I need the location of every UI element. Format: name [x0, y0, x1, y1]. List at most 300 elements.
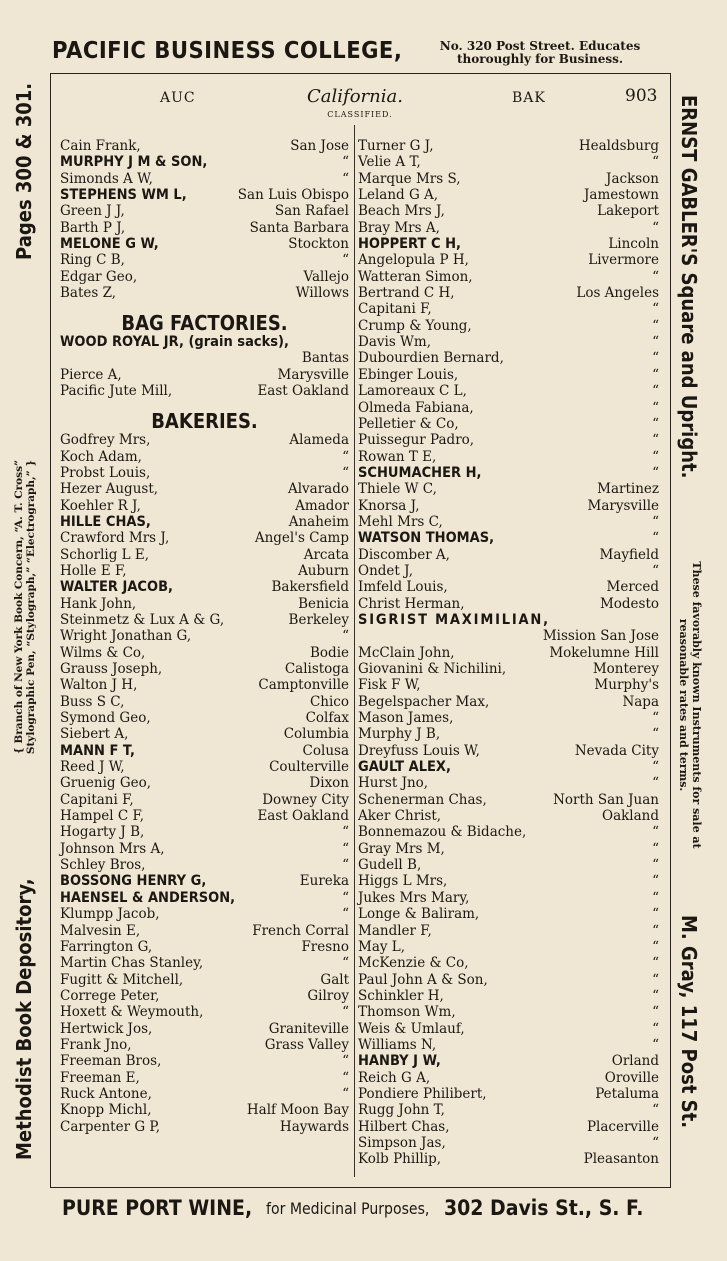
- right-margin-line2: reasonable rates and terms.: [677, 618, 691, 792]
- entry-place: Murphy's: [594, 677, 659, 694]
- top-banner-line1: No. 320 Post Street. Educates: [439, 39, 641, 53]
- entry-name: HOPPERT C H,: [358, 236, 461, 253]
- directory-entry: [358, 1135, 659, 1151]
- directory-entry: [60, 579, 349, 595]
- directory-entry: [60, 710, 349, 726]
- directory-entry: [60, 547, 349, 563]
- directory-entry: [60, 841, 349, 857]
- section-heading-text: BAG FACTORIES.: [121, 310, 288, 335]
- directory-entry: [358, 1004, 659, 1020]
- entry-place: Graniteville: [268, 1020, 349, 1037]
- entry-place: “: [652, 448, 659, 465]
- entry-place: “: [342, 170, 349, 187]
- entry-place: Vallejo: [303, 268, 349, 285]
- directory-entry: [358, 318, 659, 334]
- entry-place: Half Moon Bay: [246, 1102, 349, 1119]
- directory-entry: [60, 1102, 349, 1118]
- entry-name: GAULT ALEX,: [358, 759, 451, 776]
- entry-name: Olmeda Fabiana,: [358, 399, 474, 416]
- directory-entry: [60, 661, 349, 677]
- section-heading-text: BAKERIES.: [151, 408, 258, 433]
- entry-name: Davis Wm,: [358, 334, 432, 351]
- directory-entry: [358, 710, 659, 726]
- entry-place: Alvarado: [287, 481, 349, 498]
- directory-entry: [60, 465, 349, 481]
- directory-entry: [358, 236, 659, 252]
- right-margin-title: ERNST GABLER'S Square and Upright.: [677, 95, 701, 479]
- directory-entry: [60, 906, 349, 922]
- entry-name: Gruenig Geo,: [60, 775, 152, 792]
- entry-name: Higgs L Mrs,: [358, 873, 448, 890]
- entry-name: May L,: [358, 938, 406, 955]
- entry-place: “: [652, 955, 659, 972]
- entry-name: Watteran Simon,: [358, 268, 473, 285]
- directory-entry: [60, 449, 349, 465]
- entry-name: Paul John A & Son,: [358, 971, 488, 988]
- directory-entry: [60, 939, 349, 955]
- entry-name: Schley Bros,: [60, 857, 146, 874]
- entry-place: “: [652, 399, 659, 416]
- directory-entry: [358, 906, 659, 922]
- entry-name: MANN F T,: [60, 742, 135, 759]
- directory-entry: [358, 171, 659, 187]
- entry-name: Turner G J,: [358, 138, 434, 154]
- entry-place: Anaheim: [288, 513, 349, 530]
- entry-name: Frank Jno,: [60, 1036, 132, 1053]
- entry-name: SCHUMACHER H,: [358, 464, 482, 481]
- entry-name: Hank John,: [60, 595, 137, 612]
- entry-place: Eureka: [299, 873, 349, 890]
- directory-entry: [358, 269, 659, 285]
- entry-name: Holle E F,: [60, 562, 127, 579]
- entry-name: Steinmetz & Lux A & G,: [60, 611, 225, 628]
- column-divider: [354, 125, 355, 1177]
- entry-place: Coulterville: [269, 759, 349, 776]
- entry-place: North San Juan: [553, 791, 659, 808]
- entry-place: “: [652, 726, 659, 743]
- entry-place: Los Angeles: [576, 285, 659, 302]
- entry-place: Bantas: [301, 350, 349, 367]
- directory-entry: [358, 694, 659, 710]
- directory-entry: [358, 775, 659, 791]
- directory-entry: [60, 1086, 349, 1102]
- entry-place: “: [652, 1036, 659, 1053]
- directory-entry: [358, 220, 659, 236]
- entry-place: Nevada City: [574, 742, 659, 759]
- entry-name: Crawford Mrs J,: [60, 530, 170, 547]
- entry-name: Thomson Wm,: [358, 1004, 456, 1021]
- entry-name: Knorsa J,: [358, 497, 420, 514]
- directory-entry: [358, 449, 659, 465]
- left-margin-detail: [13, 432, 37, 782]
- directory-entry: [60, 367, 349, 383]
- directory-entry: [358, 547, 659, 563]
- entry-place: “: [652, 317, 659, 334]
- bottom-banner-address: 302 Davis St., S. F.: [444, 1196, 644, 1220]
- left-margin-pages: Pages 300 & 301.: [12, 82, 36, 260]
- entry-name: Kolb Phillip,: [358, 1151, 442, 1168]
- entry-place: “: [652, 301, 659, 318]
- entry-name: Thiele W C,: [358, 481, 437, 498]
- entry-name: HANBY J W,: [358, 1053, 441, 1070]
- entry-place: “: [652, 906, 659, 923]
- entry-place: Arcata: [303, 546, 349, 563]
- entry-place: Camptonville: [258, 677, 349, 694]
- entry-name: Bonnemazou & Bidache,: [358, 824, 527, 841]
- entry-place: Healdsburg: [578, 138, 659, 154]
- entry-name: Knopp Michl,: [60, 1102, 152, 1119]
- header-state: California.: [307, 86, 403, 107]
- entry-place: “: [342, 252, 349, 269]
- entry-name: Rowan T E,: [358, 448, 437, 465]
- entry-place: “: [652, 383, 659, 400]
- directory-entry: [358, 481, 659, 497]
- directory-entry: [60, 203, 349, 219]
- directory-entry: [60, 596, 349, 612]
- section-heading: [60, 408, 349, 433]
- section-heading: [60, 310, 349, 335]
- entry-name: Simonds A W,: [60, 170, 153, 187]
- right-margin-ad: [667, 95, 707, 1175]
- entry-place: “: [342, 906, 349, 923]
- entry-name: Schinkler H,: [358, 987, 444, 1004]
- entry-name: Christ Herman,: [358, 595, 465, 612]
- directory-entry: [60, 808, 349, 824]
- entry-place: “: [652, 1004, 659, 1021]
- entry-name: Godfrey Mrs,: [60, 432, 151, 449]
- entry-place: “: [652, 154, 659, 171]
- entry-name: Malvesin E,: [60, 922, 141, 939]
- directory-entry: [358, 203, 659, 219]
- header-range-start: AUC: [160, 90, 196, 106]
- entry-name: Rugg John T,: [358, 1102, 445, 1119]
- entry-place: Santa Barbara: [249, 219, 349, 236]
- directory-entry: [358, 939, 659, 955]
- entry-place: “: [342, 840, 349, 857]
- entry-name: Williams N,: [358, 1036, 437, 1053]
- directory-entry: [358, 972, 659, 988]
- entry-place: “: [342, 1085, 349, 1102]
- directory-entry: [358, 1151, 659, 1167]
- entry-name: Ruck Antone,: [60, 1085, 152, 1102]
- entry-place: Bodie: [310, 644, 349, 661]
- entry-name: Pacific Jute Mill,: [60, 383, 173, 400]
- directory-entry: [358, 596, 659, 612]
- entry-place: Columbia: [283, 726, 349, 743]
- entry-place: Angel's Camp: [254, 530, 349, 547]
- entry-place: “: [342, 1069, 349, 1086]
- directory-entry: [60, 873, 349, 889]
- entry-place: Livermore: [588, 252, 659, 269]
- directory-entry: [358, 808, 659, 824]
- entry-place: Dixon: [309, 775, 349, 792]
- directory-entry: [60, 1070, 349, 1086]
- entry-place: Downey City: [262, 791, 349, 808]
- entry-name: Dreyfuss Louis W,: [358, 742, 480, 759]
- directory-entry: [358, 677, 659, 693]
- entry-place: Placerville: [586, 1118, 659, 1135]
- entry-name: Barth P J,: [60, 219, 126, 236]
- entry-name: Ring C B,: [60, 252, 125, 269]
- entry-name: Carpenter G P,: [60, 1118, 161, 1135]
- entry-name: Hoxett & Weymouth,: [60, 1004, 204, 1021]
- entry-name: Leland G A,: [358, 187, 439, 204]
- entry-name: Aker Christ,: [358, 808, 442, 825]
- directory-entry: [358, 1102, 659, 1118]
- entry-name: Siebert A,: [60, 726, 129, 743]
- directory-entry: [60, 645, 349, 661]
- directory-entry: [358, 890, 659, 906]
- header-range-end: BAK: [512, 90, 546, 106]
- entry-place: Bakersfield: [271, 579, 349, 596]
- entry-place: French Corral: [252, 922, 349, 939]
- entry-name: Wright Jonathan G,: [60, 628, 192, 645]
- entry-name: Johnson Mrs A,: [60, 840, 165, 857]
- entry-place: “: [652, 987, 659, 1004]
- entry-place: “: [652, 710, 659, 727]
- entry-name: Probst Louis,: [60, 464, 151, 481]
- entry-name: Koch Adam,: [60, 448, 142, 465]
- entry-name: Imfeld Louis,: [358, 579, 448, 596]
- directory-entry: [358, 923, 659, 939]
- entry-place: Napa: [622, 693, 659, 710]
- entry-place: “: [652, 268, 659, 285]
- entry-name: Freeman Bros,: [60, 1053, 162, 1070]
- directory-entry: [60, 857, 349, 873]
- entry-name: Capitani F,: [358, 301, 432, 318]
- entry-place: Mayfield: [599, 546, 659, 563]
- entry-place: Modesto: [599, 595, 659, 612]
- directory-entry: [358, 792, 659, 808]
- directory-entry: [60, 759, 349, 775]
- entry-place: “: [652, 530, 659, 547]
- entry-place: “: [652, 824, 659, 841]
- directory-entry: [60, 955, 349, 971]
- entry-name: Bertrand C H,: [358, 285, 455, 302]
- entry-place: “: [652, 759, 659, 776]
- entry-name: SIGRIST MAXIMILIAN,: [358, 611, 550, 628]
- left-margin-title: Methodist Book Depository,: [12, 878, 36, 1160]
- entry-name: Bray Mrs A,: [358, 219, 440, 236]
- entry-place: Benicia: [298, 595, 349, 612]
- entry-name: Hogarty J B,: [60, 824, 145, 841]
- directory-entry: [60, 220, 349, 236]
- entry-place: Jamestown: [584, 187, 659, 204]
- entry-name: Dubourdien Bernard,: [358, 350, 504, 367]
- entry-place: Calistoga: [284, 661, 349, 677]
- directory-entry: [358, 841, 659, 857]
- right-margin-line1: These favorably known Instruments for sale at: [690, 561, 703, 849]
- directory-entry: [60, 187, 349, 203]
- entry-name: Fugitt & Mitchell,: [60, 971, 184, 988]
- entry-place: Fresno: [301, 938, 349, 955]
- directory-entry: [358, 416, 659, 432]
- running-header: [50, 86, 670, 108]
- entry-name: Ebinger Louis,: [358, 366, 459, 383]
- entry-place: Merced: [606, 579, 659, 596]
- entry-place: “: [652, 1020, 659, 1037]
- entry-place: Galt: [320, 971, 349, 988]
- directory-entry: [358, 350, 659, 366]
- entry-place: Gilroy: [307, 987, 349, 1004]
- directory-entry: [60, 824, 349, 840]
- entry-place: Amador: [295, 497, 349, 514]
- directory-entry: [358, 988, 659, 1004]
- directory-entry: [358, 645, 659, 661]
- entry-place: “: [652, 366, 659, 383]
- entry-name: WALTER JACOB,: [60, 579, 174, 596]
- entry-place: “: [652, 922, 659, 939]
- entry-name: Marque Mrs S,: [358, 170, 461, 187]
- entry-name: Mandler F,: [358, 922, 432, 939]
- entry-place: Berkeley: [288, 611, 349, 628]
- entry-place: Stockton: [288, 236, 349, 253]
- entry-place: “: [652, 350, 659, 367]
- directory-entry: [358, 873, 659, 889]
- entry-place: Oakland: [602, 808, 659, 825]
- directory-entry: [60, 972, 349, 988]
- page-number: 903: [625, 86, 658, 106]
- entry-name: Lamoreaux C L,: [358, 383, 467, 400]
- entry-name: Grauss Joseph,: [60, 661, 163, 677]
- directory-entry: [358, 301, 659, 317]
- directory-entry: [60, 432, 349, 448]
- entry-name: Puissegur Padro,: [358, 432, 475, 449]
- entry-name: Walton J H,: [60, 677, 138, 694]
- entry-name: Cain Frank,: [60, 138, 141, 154]
- entry-place: Mokelumne Hill: [549, 644, 659, 661]
- top-banner: [52, 36, 672, 72]
- entry-name: Schenerman Chas,: [358, 791, 487, 808]
- directory-entry: [60, 743, 349, 759]
- entry-place: “: [652, 840, 659, 857]
- entry-name: Bates Z,: [60, 285, 117, 302]
- entry-place: “: [342, 1004, 349, 1021]
- directory-entry: [60, 612, 349, 628]
- directory-entry: [60, 498, 349, 514]
- entry-name: Mehl Mrs C,: [358, 513, 443, 530]
- entry-name: Ondet J,: [358, 562, 414, 579]
- entry-place: “: [342, 628, 349, 645]
- entry-place: “: [342, 154, 349, 171]
- entry-name: Farrington G,: [60, 938, 153, 955]
- directory-entry: [60, 677, 349, 693]
- entry-name: Hampel C F,: [60, 808, 145, 825]
- entry-name: Murphy J B,: [358, 726, 441, 743]
- entry-name: Mason James,: [358, 710, 454, 727]
- directory-entry: [358, 1053, 659, 1069]
- directory-entry: [358, 759, 659, 775]
- entry-place: “: [342, 464, 349, 481]
- entry-name: Discomber A,: [358, 546, 450, 563]
- entry-place: “: [652, 775, 659, 792]
- directory-entry: [60, 694, 349, 710]
- entry-place: Orland: [611, 1053, 659, 1070]
- entry-name: Schorlig L E,: [60, 546, 150, 563]
- directory-entry: [60, 1037, 349, 1053]
- entry-name: Correge Peter,: [60, 987, 160, 1004]
- directory-entry: [358, 334, 659, 350]
- directory-entry: [60, 383, 349, 399]
- directory-entry: [358, 579, 659, 595]
- entry-place: Colfax: [305, 710, 349, 727]
- entry-place: Lakeport: [597, 203, 659, 220]
- directory-entry: [358, 1119, 659, 1135]
- entry-name: Pondiere Philibert,: [358, 1085, 487, 1102]
- directory-entry: [358, 285, 659, 301]
- entry-name: Simpson Jas,: [358, 1134, 446, 1151]
- entry-place: Mission San Jose: [542, 628, 659, 645]
- entry-place: “: [652, 971, 659, 988]
- entry-place: “: [652, 415, 659, 432]
- directory-entry: [358, 465, 659, 481]
- top-banner-detail: [405, 40, 675, 66]
- directory-entry: [60, 252, 349, 268]
- directory-entry: [60, 154, 349, 170]
- directory-entry: [60, 923, 349, 939]
- directory-entry: [60, 890, 349, 906]
- directory-entry: [60, 1004, 349, 1020]
- bottom-banner-product: PURE PORT WINE,: [62, 1196, 253, 1220]
- entry-place: Colusa: [302, 742, 349, 759]
- directory-entry: [358, 563, 659, 579]
- directory-entry: [358, 367, 659, 383]
- entry-place: “: [342, 857, 349, 874]
- bottom-banner-purpose: for Medicinal Purposes,: [266, 1199, 430, 1218]
- entry-place: “: [342, 448, 349, 465]
- entry-place: Haywards: [279, 1118, 349, 1135]
- entry-name: Pierce A,: [60, 366, 122, 383]
- directory-entry: [358, 726, 659, 742]
- entry-place: Jackson: [606, 170, 659, 187]
- top-banner-title: PACIFIC BUSINESS COLLEGE,: [52, 38, 403, 64]
- directory-entry: [60, 530, 349, 546]
- entry-name: HILLE CHAS,: [60, 513, 151, 530]
- directory-entry: [60, 514, 349, 530]
- entry-name: Freeman E,: [60, 1069, 140, 1086]
- left-margin-line1: { Branch of New York Book Concern, “A. T. Cross”: [13, 459, 25, 755]
- directory-entry: [60, 138, 349, 154]
- entry-place: Willows: [295, 285, 349, 302]
- directory-entry: [60, 1119, 349, 1135]
- entry-name: Weis & Umlauf,: [358, 1020, 465, 1037]
- directory-entry: [358, 514, 659, 530]
- directory-entry: [358, 1021, 659, 1037]
- entry-name: Wilms & Co,: [60, 644, 146, 661]
- directory-entry: [358, 154, 659, 170]
- entry-place: “: [652, 1134, 659, 1151]
- directory-entry: [358, 1070, 659, 1086]
- entry-name: Capitani F,: [60, 791, 134, 808]
- entry-name: Symond Geo,: [60, 710, 151, 727]
- right-column: [358, 138, 659, 1168]
- right-margin-address: M. Gray, 117 Post St.: [677, 915, 701, 1129]
- entry-name: Hilbert Chas,: [358, 1118, 450, 1135]
- entry-place: Alameda: [289, 432, 349, 449]
- directory-entry: [60, 269, 349, 285]
- entry-place: San Jose: [290, 138, 349, 154]
- entry-place: “: [652, 1102, 659, 1119]
- directory-entry: [60, 988, 349, 1004]
- entry-place: Lincoln: [608, 236, 659, 253]
- entry-name: WATSON THOMAS,: [358, 530, 495, 547]
- directory-entry: [358, 1037, 659, 1053]
- entry-name: Hezer August,: [60, 481, 159, 498]
- directory-entry: [358, 530, 659, 546]
- entry-place: “: [652, 889, 659, 906]
- directory-entry: [358, 383, 659, 399]
- entry-name: HAENSEL & ANDERSON,: [60, 889, 236, 906]
